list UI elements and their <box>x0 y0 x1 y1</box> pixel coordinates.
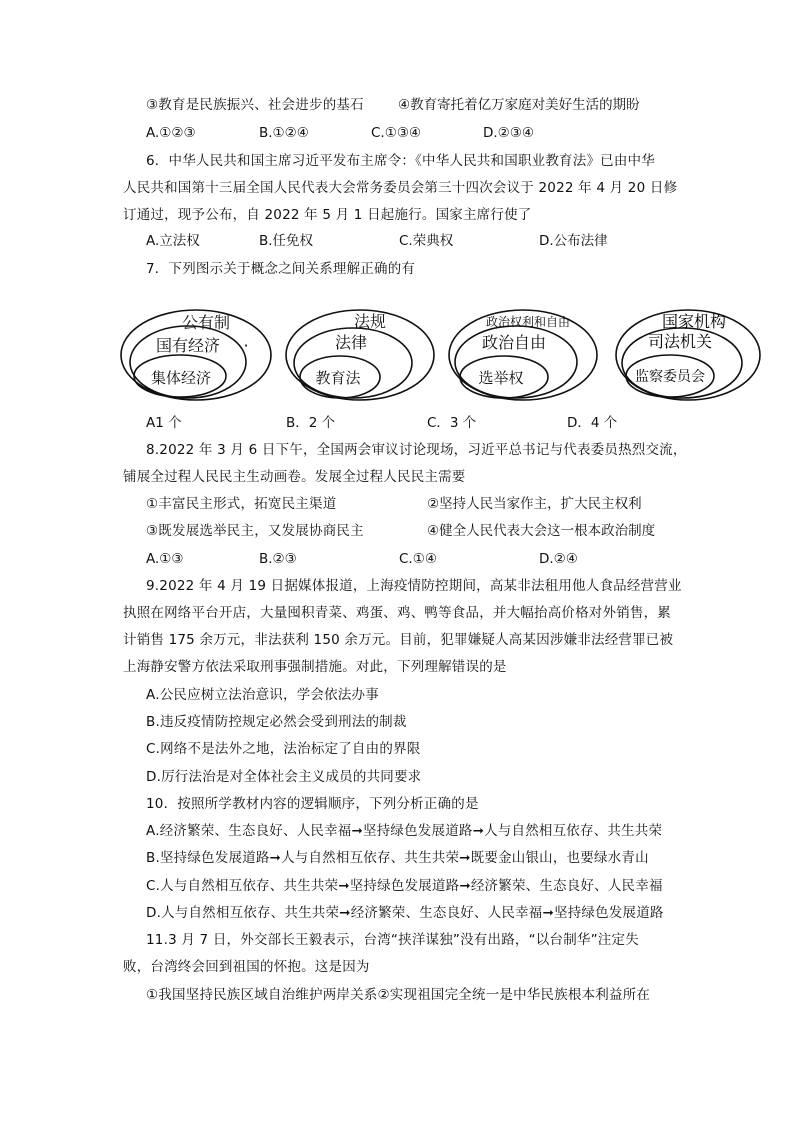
statement-3: ③教育是民族振兴、社会进步的基石 <box>146 97 364 113</box>
q7-option-a: A1 个 <box>146 415 182 431</box>
q6-option-c: C.荣典权 <box>399 233 454 249</box>
q8-stem-line-2: 铺展全过程人民民主生动画卷。发展全过程人民民主需要 <box>123 469 466 485</box>
q7-option-b: B．2 个 <box>286 415 336 431</box>
q8-option-c: C.①④ <box>399 551 437 567</box>
q6-stem-line-2: 人民共和国第十三届全国人民代表大会常务委员会第三十四次会议于 2022 年 4 月 20 日修 <box>123 180 678 196</box>
q5-option-c: C.①③④ <box>371 125 422 141</box>
q6-stem-line-3: 订通过，现予公布，自 2022 年 5 月 1 日起施行。国家主席行使了 <box>123 207 532 223</box>
q8-statement-2: ②坚持人民当家作主，扩大民主权利 <box>427 496 642 512</box>
q7-stem: 7．下列图示关于概念之间关系理解正确的有 <box>146 261 416 277</box>
d2-outer-label: 法规 <box>353 312 387 331</box>
d1-outer-label: 公有制 <box>181 313 231 332</box>
q7-option-c: C．3 个 <box>427 415 477 431</box>
diagram-regulations <box>286 310 434 400</box>
q8-option-a: A.①③ <box>146 551 184 567</box>
diagram-political-rights <box>449 310 597 400</box>
d1-dot: · <box>243 336 249 355</box>
q11-stem-line-1: 11.3 月 7 日，外交部长王毅表示，台湾“挟洋谋独”没有出路，“以台制华”注定失 <box>146 932 639 948</box>
q7-option-d: D．4 个 <box>567 415 618 431</box>
q9-stem-line-4: 上海静安警方依法采取刑事强制措施。对此，下列理解错误的是 <box>123 659 507 675</box>
q9-option-a: A.公民应树立法治意识，学会依法办事 <box>146 687 379 703</box>
diagram-public-ownership <box>121 310 271 400</box>
d2-inner-label: 教育法 <box>315 369 361 387</box>
q8-statement-1: ①丰富民主形式，拓宽民主渠道 <box>146 496 337 512</box>
q10-option-c: C.人与自然相互依存、共生共荣➞坚持绿色发展道路➞经济繁荣、生态良好、人民幸福 <box>146 878 663 894</box>
d3-outer-label: 政治权利和自由 <box>485 315 571 329</box>
q8-option-b: B.②③ <box>259 551 297 567</box>
concept-diagrams <box>118 305 678 415</box>
q5-option-a: A.①②③ <box>146 125 196 141</box>
q9-stem-line-1: 9.2022 年 4 月 19 日据媒体报道，上海疫情防控期间，高某非法租用他人食品经营营业 <box>146 578 682 594</box>
q9-option-b: B.违反疫情防控规定必然会受到刑法的制裁 <box>146 714 407 730</box>
d4-inner-label: 监察委员会 <box>635 369 705 385</box>
q6-option-d: D.公布法律 <box>539 233 608 249</box>
q9-option-d: D.厉行法治是对全体社会主义成员的共同要求 <box>146 769 422 785</box>
q8-statement-3: ③既发展选举民主，又发展协商民主 <box>146 523 364 539</box>
q9-stem-line-3: 计销售 175 余万元，非法获利 150 余万元。目前，犯罪嫌疑人高某因涉嫌非法经营罪已被 <box>123 632 674 648</box>
d4-outer-label: 国家机构 <box>661 312 727 331</box>
q9-option-c: C.网络不是法外之地，法治标定了自由的界限 <box>146 741 421 757</box>
q5-option-b: B.①②④ <box>259 125 309 141</box>
statement-4: ④教育寄托着亿万家庭对美好生活的期盼 <box>398 97 640 113</box>
q8-stem-line-1: 8.2022 年 3 月 6 日下午，全国两会审议讨论现场，习近平总书记与代表委员热烈交流， <box>146 442 687 458</box>
q10-option-a: A.经济繁荣、生态良好、人民幸福➞坚持绿色发展道路➞人与自然相互依存、共生共荣 <box>146 823 663 839</box>
q6-option-a: A.立法权 <box>146 233 200 249</box>
q11-stem-line-2: 败，台湾终会回到祖国的怀抱。这是因为 <box>123 959 370 975</box>
q6-stem-line-1: 6．中华人民共和国主席习近平发布主席令：《中华人民共和国职业教育法》已由中华 <box>146 153 655 169</box>
q8-statement-4: ④健全人民代表大会这一根本政治制度 <box>427 523 656 539</box>
q9-stem-line-2: 执照在网络平台开店，大量囤积青菜、鸡蛋、鸡、鸭等食品，并大幅抬高价格对外销售，累 <box>123 605 671 621</box>
d1-inner-label: 集体经济 <box>150 369 212 387</box>
q6-option-b: B.任免权 <box>259 233 314 249</box>
q10-stem: 10．按照所学教材内容的逻辑顺序，下列分析正确的是 <box>146 796 479 812</box>
d2-mid-label: 法律 <box>334 333 368 352</box>
q11-statement-1-2: ①我国坚持民族区域自治维护两岸关系②实现祖国完全统一是中华民族根本利益所在 <box>146 987 651 1003</box>
q10-option-b: B.坚持绿色发展道路➞人与自然相互依存、共生共荣➞既要金山银山，也要绿水青山 <box>146 850 649 866</box>
d3-inner-label: 选举权 <box>478 369 524 387</box>
d3-mid-label: 政治自由 <box>481 333 547 352</box>
q10-option-d: D.人与自然相互依存、共生共荣➞经济繁荣、生态良好、人民幸福➞坚持绿色发展道路 <box>146 905 664 921</box>
q8-option-d: D.②④ <box>539 551 578 567</box>
d4-mid-label: 司法机关 <box>647 332 713 351</box>
diagram-state-organs-svg <box>614 305 764 415</box>
d1-mid-label: 国有经济 <box>155 336 221 355</box>
q5-option-d: D.②③④ <box>483 125 534 141</box>
